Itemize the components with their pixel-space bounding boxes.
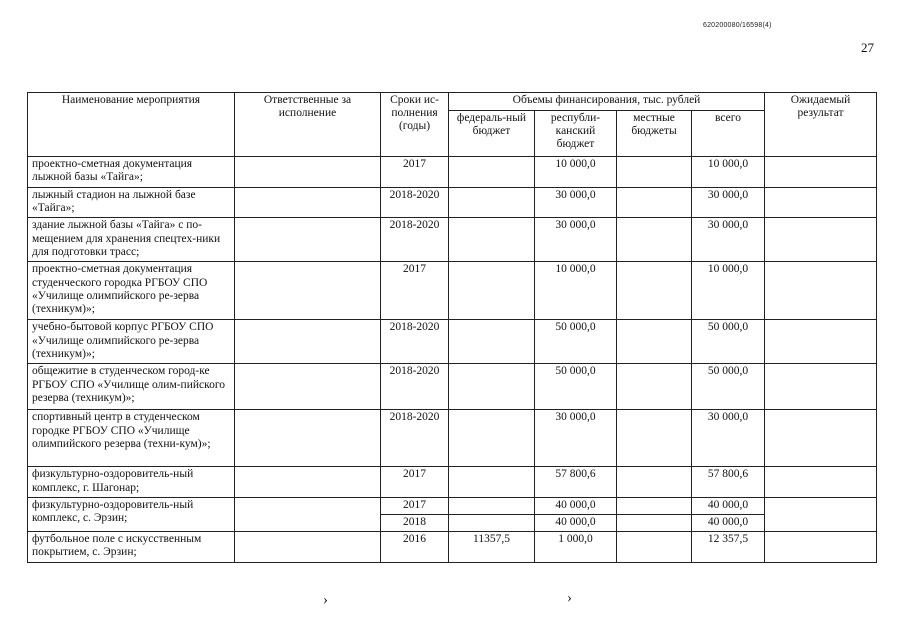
table-row [28, 410, 877, 467]
row-republican: 30 000,0 [535, 218, 617, 262]
row-federal [449, 364, 535, 410]
row-federal [449, 467, 535, 497]
row-term: 2018-2020 [381, 410, 449, 467]
row-federal [449, 497, 535, 514]
row-responsible [235, 320, 381, 364]
row-result [765, 157, 877, 188]
row-responsible [235, 364, 381, 410]
row-name: общежитие в студенческом город-ке РГБОУ СПО «Училище олим-пийского резерва (техникум)»; [28, 364, 235, 410]
row-total: 30 000,0 [692, 188, 765, 218]
row-name: футбольное поле с искусственным покрытием, с. Эрзин; [28, 532, 235, 562]
header-name: Наименование мероприятия [28, 93, 235, 157]
header-financing: Объемы финансирования, тыс. рублей [449, 93, 765, 111]
row-total: 10 000,0 [692, 157, 765, 188]
financing-table [27, 92, 877, 563]
row-local [617, 262, 692, 320]
row-republican: 50 000,0 [535, 364, 617, 410]
row-federal [449, 320, 535, 364]
row-republican: 30 000,0 [535, 410, 617, 467]
row-responsible [235, 262, 381, 320]
table-row [28, 188, 877, 218]
row-local [617, 364, 692, 410]
row-term: 2017 [381, 262, 449, 320]
table-row [28, 218, 877, 262]
header-terms: Сроки ис-полнения (годы) [381, 93, 449, 157]
row-federal [449, 218, 535, 262]
header-republican: республи-канский бюджет [535, 111, 617, 157]
document-code: 620200080/16598(4) [703, 22, 772, 29]
row-total: 12 357,5 [692, 532, 765, 562]
row-responsible [235, 467, 381, 497]
table-row [28, 497, 877, 514]
row-federal [449, 188, 535, 218]
page-number: 27 [861, 40, 874, 55]
row-result [765, 188, 877, 218]
row-term: 2018-2020 [381, 320, 449, 364]
row-name: физкультурно-оздоровитель-ный комплекс, г. Шагонар; [28, 467, 235, 497]
row-republican: 10 000,0 [535, 262, 617, 320]
row-term: 2017 [381, 497, 449, 514]
row-term: 2018-2020 [381, 218, 449, 262]
row-republican: 10 000,0 [535, 157, 617, 188]
row-name: спортивный центр в студенческом городке РГБОУ СПО «Училище олимпийского резерва (техни-кум)»; [28, 410, 235, 467]
row-responsible [235, 157, 381, 188]
row-total: 50 000,0 [692, 320, 765, 364]
row-total: 10 000,0 [692, 262, 765, 320]
scan-mark-left: › [323, 592, 328, 608]
row-republican: 30 000,0 [535, 188, 617, 218]
table-row [28, 467, 877, 497]
row-local [617, 467, 692, 497]
row-result [765, 364, 877, 410]
header-total: всего [692, 111, 765, 157]
row-responsible [235, 218, 381, 262]
row-total: 30 000,0 [692, 218, 765, 262]
table-row [28, 364, 877, 410]
row-name: здание лыжной базы «Тайга» с по-мещением для хранения спецтех-ники для подготовки трасс; [28, 218, 235, 262]
table-row [28, 532, 877, 562]
row-republican: 57 800,6 [535, 467, 617, 497]
row-result [765, 497, 877, 531]
row-local [617, 410, 692, 467]
header-responsible: Ответственные за исполнение [235, 93, 381, 157]
row-result [765, 218, 877, 262]
header-federal: федераль-ный бюджет [449, 111, 535, 157]
row-local [617, 188, 692, 218]
row-total: 57 800,6 [692, 467, 765, 497]
table-row [28, 157, 877, 188]
row-federal [449, 157, 535, 188]
row-term: 2018-2020 [381, 364, 449, 410]
header-result: Ожидаемый результат [765, 93, 877, 157]
row-local [617, 497, 692, 514]
row-result [765, 410, 877, 467]
row-term: 2017 [381, 157, 449, 188]
row-term: 2018-2020 [381, 188, 449, 218]
row-result [765, 467, 877, 497]
row-republican: 1 000,0 [535, 532, 617, 562]
row-total: 30 000,0 [692, 410, 765, 467]
row-total: 40 000,0 [692, 515, 765, 532]
row-responsible [235, 497, 381, 531]
row-term: 2017 [381, 467, 449, 497]
row-total: 50 000,0 [692, 364, 765, 410]
row-responsible [235, 532, 381, 562]
row-federal [449, 410, 535, 467]
row-republican: 40 000,0 [535, 515, 617, 532]
table-row [28, 320, 877, 364]
row-name: физкультурно-оздоровитель-ный комплекс, с. Эрзин; [28, 497, 235, 531]
row-local [617, 532, 692, 562]
row-federal: 11357,5 [449, 532, 535, 562]
row-local [617, 218, 692, 262]
header-local: местные бюджеты [617, 111, 692, 157]
row-name: лыжный стадион на лыжной базе «Тайга»; [28, 188, 235, 218]
row-responsible [235, 188, 381, 218]
row-republican: 50 000,0 [535, 320, 617, 364]
row-local [617, 320, 692, 364]
row-result [765, 320, 877, 364]
row-term: 2018 [381, 515, 449, 532]
row-total: 40 000,0 [692, 497, 765, 514]
row-name: учебно-бытовой корпус РГБОУ СПО «Училище олимпийского ре-зерва (техникум)»; [28, 320, 235, 364]
row-local [617, 515, 692, 532]
row-name: проектно-сметная документация лыжной базы «Тайга»; [28, 157, 235, 188]
scan-mark-right: › [567, 590, 572, 606]
row-result [765, 532, 877, 562]
row-republican: 40 000,0 [535, 497, 617, 514]
row-term: 2016 [381, 532, 449, 562]
row-federal [449, 515, 535, 532]
row-name: проектно-сметная документация студенческого городка РГБОУ СПО «Училище олимпийского ре-зерва (техникум)»; [28, 262, 235, 320]
row-federal [449, 262, 535, 320]
row-local [617, 157, 692, 188]
table-row [28, 262, 877, 320]
row-responsible [235, 410, 381, 467]
row-result [765, 262, 877, 320]
